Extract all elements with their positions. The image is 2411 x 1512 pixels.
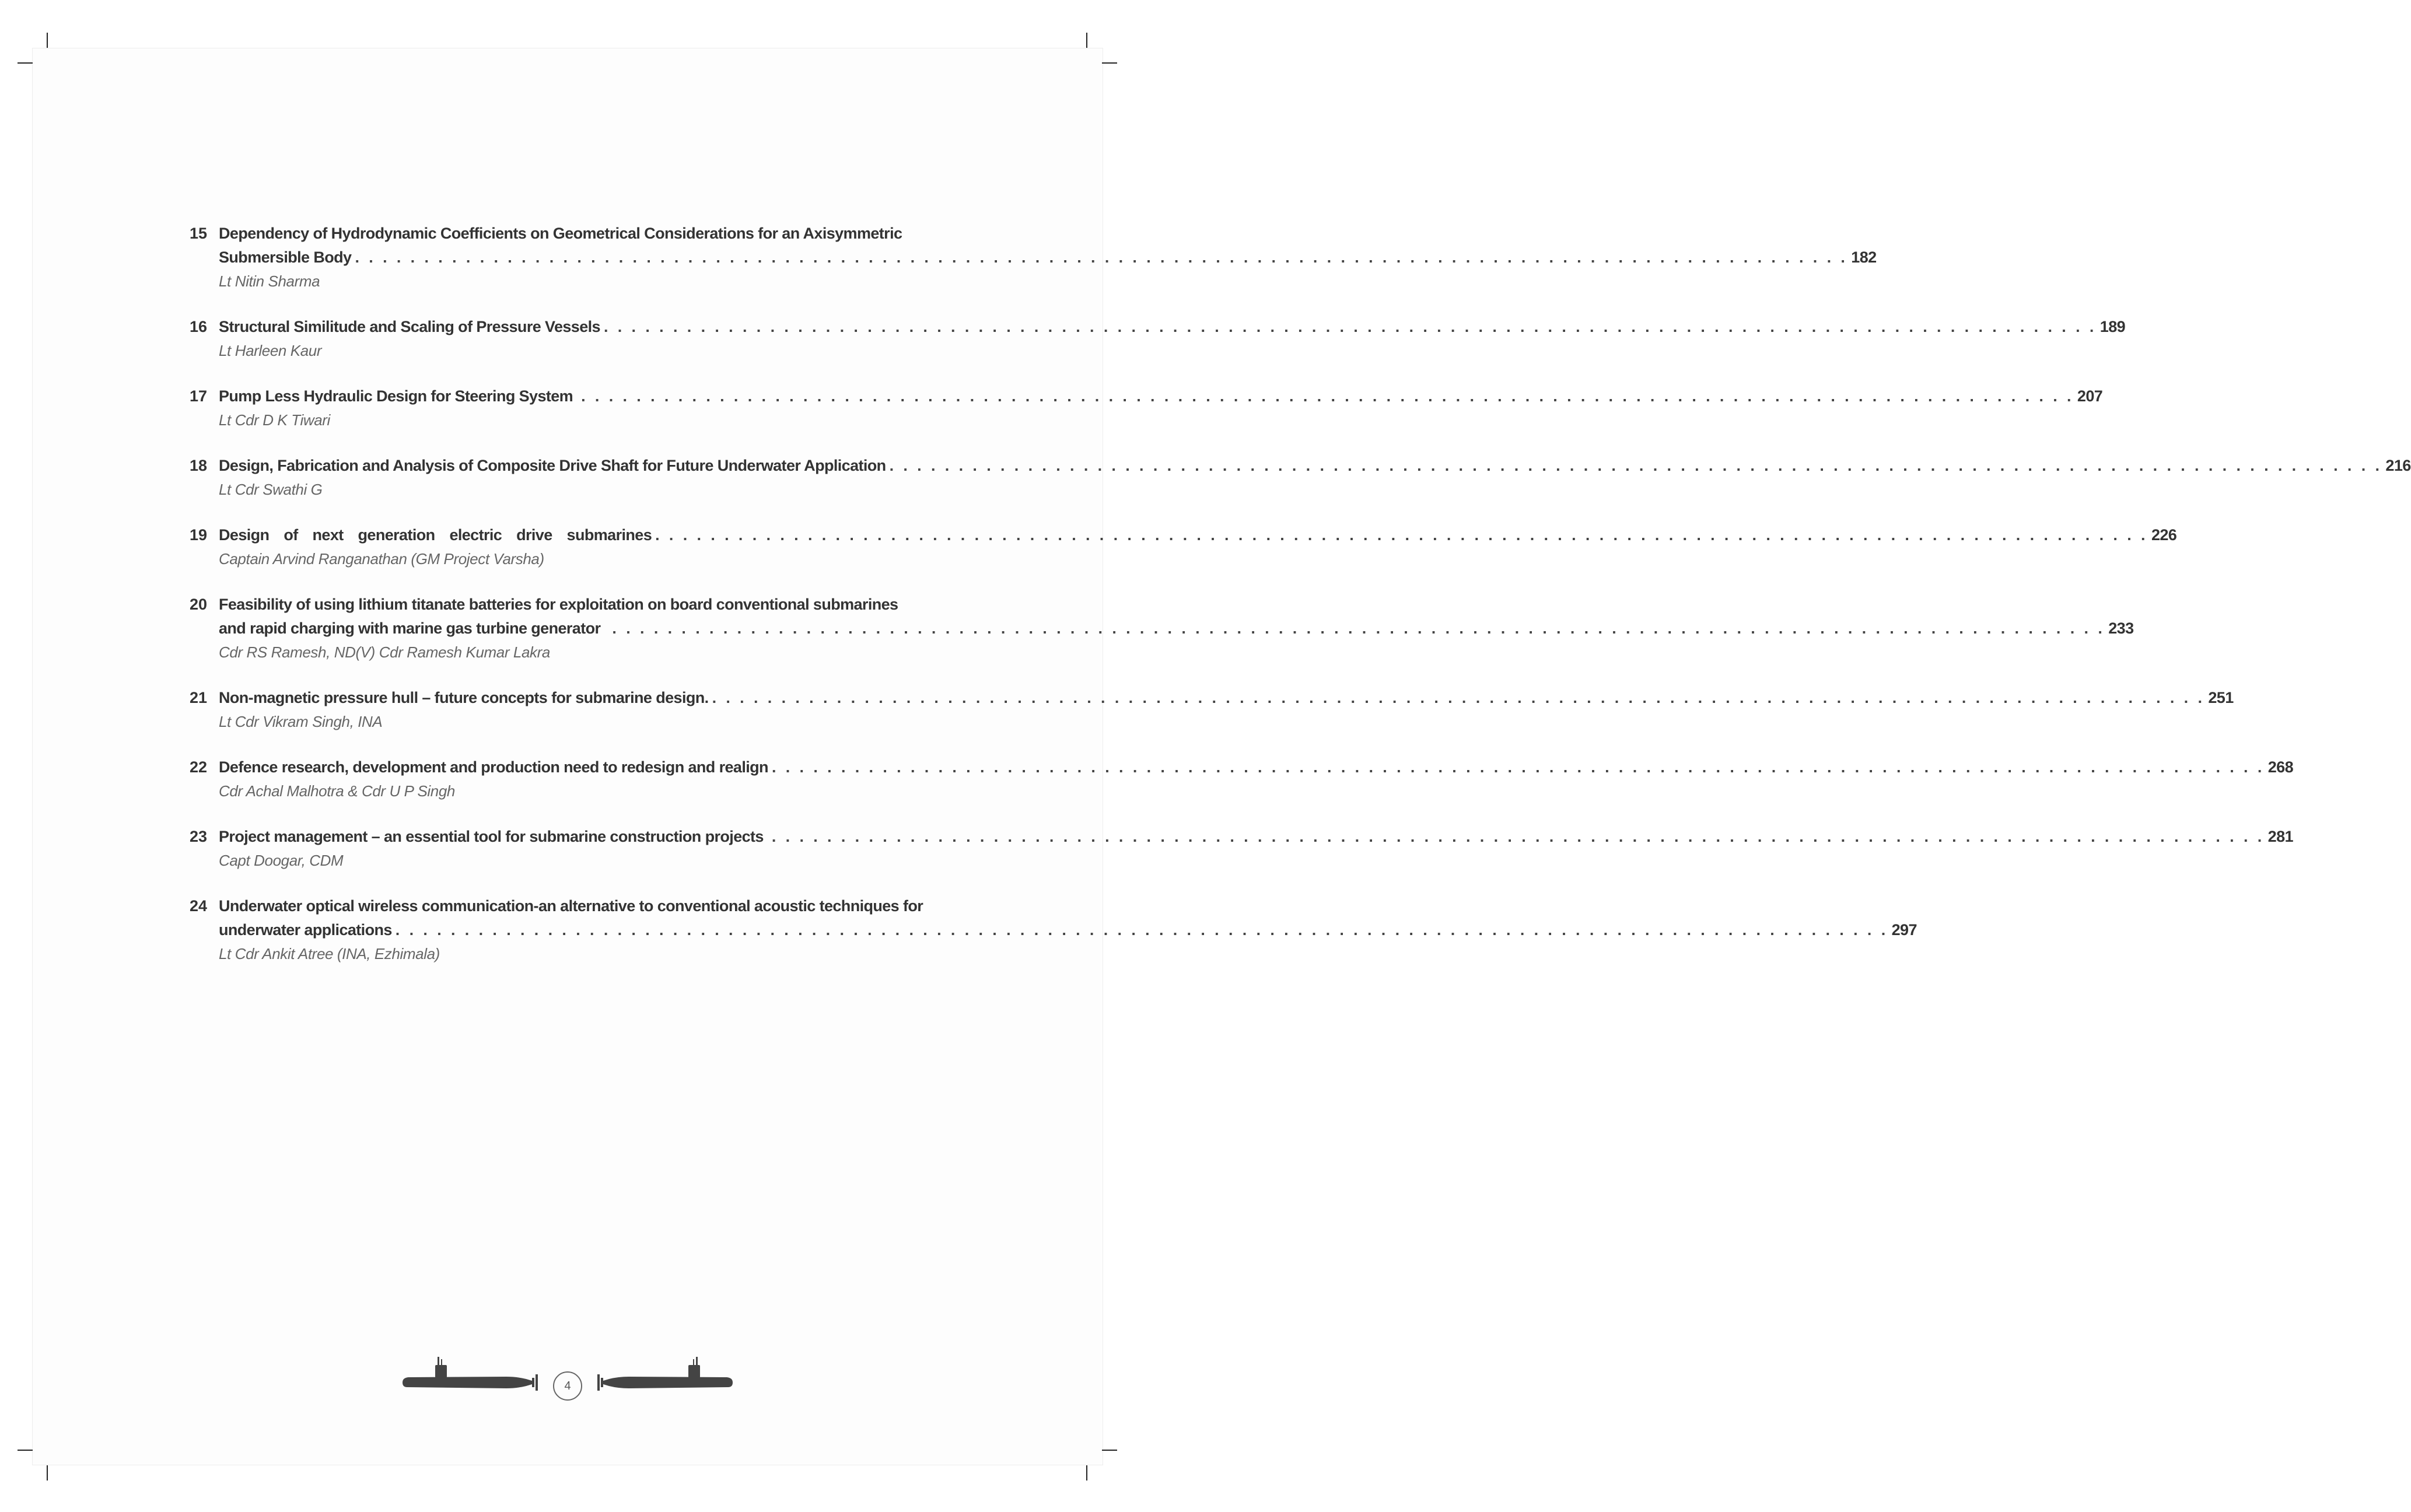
entry-page-number: 297 (1891, 921, 1917, 939)
toc-entry (190, 315, 2126, 362)
footer-ornament (403, 1351, 733, 1398)
crop-mark-top-right-vertical (1086, 33, 1087, 48)
toc-entry (190, 755, 2294, 803)
left-submarine-propeller (536, 1374, 538, 1391)
entry-title: Project management – an essential tool for submarine construction projects (219, 828, 764, 845)
entry-author: Lt Cdr D K Tiwari (219, 411, 330, 429)
right-submarine-rudder (601, 1378, 603, 1387)
entry-page-number: 189 (2099, 318, 2126, 335)
toc-entry (190, 593, 2134, 664)
toc-entry (190, 825, 2293, 872)
dot-leader: . . . . . . . . . . . . . . . . . . . . . . . . . . . . . . . . . . . . . . . . . . . . . . . . . . . . . . . . . . . . . . . . . . . . . . . . . . . . . . . . . . . . . . . . . . . . . . . . . . . . . . . . . . . . (603, 318, 2097, 335)
dot-leader: . . . . . . . . . . . . . . . . . . . . . . . . . . . . . . . . . . . . . . . . . . . . . . . . . . . . . . . . . . . . . . . . . . . . . . . . . . . . . . . . . . . . . . . . . . . . . . . . . . . . . . . . . . . . (771, 758, 2265, 776)
entry-title-line: Underwater optical wireless communication-an alternative to conventional acoustic techniques for (219, 897, 923, 915)
entry-number: 18 (190, 457, 208, 474)
entry-title-row (219, 454, 2411, 478)
crop-mark-top-left-vertical (47, 33, 48, 48)
entry-title: Design, Fabrication and Analysis of Composite Drive Shaft for Future Underwater Application (219, 457, 886, 474)
entry-author: Lt Harleen Kaur (219, 342, 322, 359)
entry-page-number: 281 (2267, 828, 2293, 845)
entry-title-row (219, 755, 2294, 779)
entry-title-row (219, 918, 1917, 942)
right-submarine-periscope (696, 1357, 698, 1366)
crop-mark-bottom-left-horizontal (18, 1450, 33, 1451)
entry-title: Defence research, development and production need to redesign and realign (219, 758, 768, 776)
entry-title-line: Dependency of Hydrodynamic Coefficients on Geometrical Considerations for an Axisymmetric (219, 225, 902, 242)
right-submarine-propeller (597, 1374, 600, 1391)
crop-mark-top-right-horizontal (1102, 62, 1117, 64)
dot-leader: . . . . . . . . . . . . . . . . . . . . . . . . . . . . . . . . . . . . . . . . . . . . . . . . . . . . . . . . . . . . . . . . . . . . . . . . . . . . . . . . . . . . . . . . . . . . . . . . . . . . . . . . . . . . (612, 620, 2105, 637)
crop-mark-bottom-right-horizontal (1102, 1450, 1117, 1451)
right-submarine-hull (603, 1377, 733, 1388)
table-of-contents (190, 222, 2411, 988)
toc-entry (190, 686, 2234, 733)
entry-title: underwater applications (219, 921, 392, 939)
entry-author: Captain Arvind Ranganathan (GM Project Varsha) (219, 550, 544, 568)
dot-leader: . . . . . . . . . . . . . . . . . . . . . . . . . . . . . . . . . . . . . . . . . . . . . . . . . . . . . . . . . . . . . . . . . . . . . . . . . . . . . . . . . . . . . . . . . . . . . . . . . . . . . . . . . . . . (655, 526, 2148, 544)
left-submarine-antenna (441, 1359, 442, 1366)
entry-title-row (219, 617, 2134, 640)
left-submarine-rudder (532, 1378, 534, 1387)
entry-page-number: 207 (2077, 387, 2103, 405)
entry-number: 19 (190, 526, 208, 544)
entry-page-number: 251 (2208, 689, 2234, 706)
left-submarine-hull (403, 1377, 532, 1388)
entry-number: 24 (190, 897, 208, 915)
entry-title-row (219, 686, 2234, 710)
entry-title-row (219, 315, 2126, 339)
entry-page-number: 216 (2385, 457, 2411, 474)
toc-entry (190, 384, 2103, 432)
entry-title: Submersible Body (219, 249, 352, 266)
toc-entry (190, 523, 2177, 570)
left-submarine-sail (435, 1365, 447, 1378)
left-submarine-periscope (438, 1357, 439, 1366)
entry-number: 16 (190, 318, 208, 335)
dot-leader: . . . . . . . . . . . . . . . . . . . . . . . . . . . . . . . . . . . . . . . . . . . . . . . . . . . . . . . . . . . . . . . . . . . . . . . . . . . . . . . . . . . . . . . . . . . . . . . . . . . . . . . . . . . . (712, 689, 2205, 706)
entry-title-row (219, 384, 2103, 408)
entry-number: 20 (190, 596, 208, 613)
right-submarine-antenna (693, 1359, 694, 1366)
entry-page-number: 182 (1851, 249, 1877, 266)
entry-number: 15 (190, 225, 208, 242)
entry-number: 21 (190, 689, 208, 706)
toc-entry (190, 222, 1877, 293)
toc-entry (190, 894, 1917, 965)
entry-page-number: 268 (2267, 758, 2294, 776)
crop-mark-top-left-horizontal (18, 62, 33, 64)
entry-title: Structural Similitude and Scaling of Pressure Vessels (219, 318, 600, 335)
crop-mark-bottom-right-vertical (1086, 1465, 1087, 1480)
dot-leader: . . . . . . . . . . . . . . . . . . . . . . . . . . . . . . . . . . . . . . . . . . . . . . . . . . . . . . . . . . . . . . . . . . . . . . . . . . . . . . . . . . . . . . . . . . . . . . . . . . . . . . . . . . . . (581, 387, 2074, 405)
right-submarine-sail (688, 1365, 700, 1378)
entry-author: Cdr RS Ramesh, ND(V) Cdr Ramesh Kumar Lakra (219, 643, 550, 661)
entry-author: Lt Cdr Swathi G (219, 481, 323, 498)
entry-page-number: 233 (2108, 620, 2134, 637)
dot-leader: . . . . . . . . . . . . . . . . . . . . . . . . . . . . . . . . . . . . . . . . . . . . . . . . . . . . . . . . . . . . . . . . . . . . . . . . . . . . . . . . . . . . . . . . . . . . . . . . . . . . . . . . . . . . (395, 921, 1888, 939)
dot-leader: . . . . . . . . . . . . . . . . . . . . . . . . . . . . . . . . . . . . . . . . . . . . . . . . . . . . . . . . . . . . . . . . . . . . . . . . . . . . . . . . . . . . . . . . . . . . . . . . . . . . . . . . . . . . (355, 249, 1848, 266)
entry-title-line: Feasibility of using lithium titanate batteries for exploitation on board conventional submarines (219, 596, 898, 613)
entry-number: 22 (190, 758, 208, 776)
entry-title-row (219, 246, 1877, 270)
dot-leader: . . . . . . . . . . . . . . . . . . . . . . . . . . . . . . . . . . . . . . . . . . . . . . . . . . . . . . . . . . . . . . . . . . . . . . . . . . . . . . . . . . . . . . . . . . . . . . . . . . . . . . . . . . . . (771, 828, 2265, 845)
entry-author: Lt Cdr Vikram Singh, INA (219, 713, 383, 730)
entry-number: 23 (190, 828, 208, 845)
entry-author: Capt Doogar, CDM (219, 852, 344, 869)
entry-author: Cdr Achal Malhotra & Cdr U P Singh (219, 782, 455, 800)
entry-author: Lt Cdr Ankit Atree (INA, Ezhimala) (219, 945, 440, 963)
page-number: 4 (564, 1380, 571, 1392)
toc-entry (190, 454, 2411, 501)
entry-title: and rapid charging with marine gas turbine generator (219, 620, 601, 637)
entry-number: 17 (190, 387, 208, 405)
dot-leader: . . . . . . . . . . . . . . . . . . . . . . . . . . . . . . . . . . . . . . . . . . . . . . . . . . . . . . . . . . . . . . . . . . . . . . . . . . . . . . . . . . . . . . . . . . . . . . . . . . . . . . . . . . . . (889, 457, 2382, 474)
entry-page-number: 226 (2151, 526, 2177, 544)
entry-title: Design of next generation electric drive submarines (219, 526, 652, 544)
entry-title-row (219, 825, 2293, 849)
entry-title: Pump Less Hydraulic Design for Steering System (219, 387, 573, 405)
crop-mark-bottom-left-vertical (47, 1465, 48, 1480)
entry-title-row (219, 523, 2177, 547)
entry-author: Lt Nitin Sharma (219, 272, 320, 290)
entry-title: Non-magnetic pressure hull – future concepts for submarine design. (219, 689, 709, 706)
